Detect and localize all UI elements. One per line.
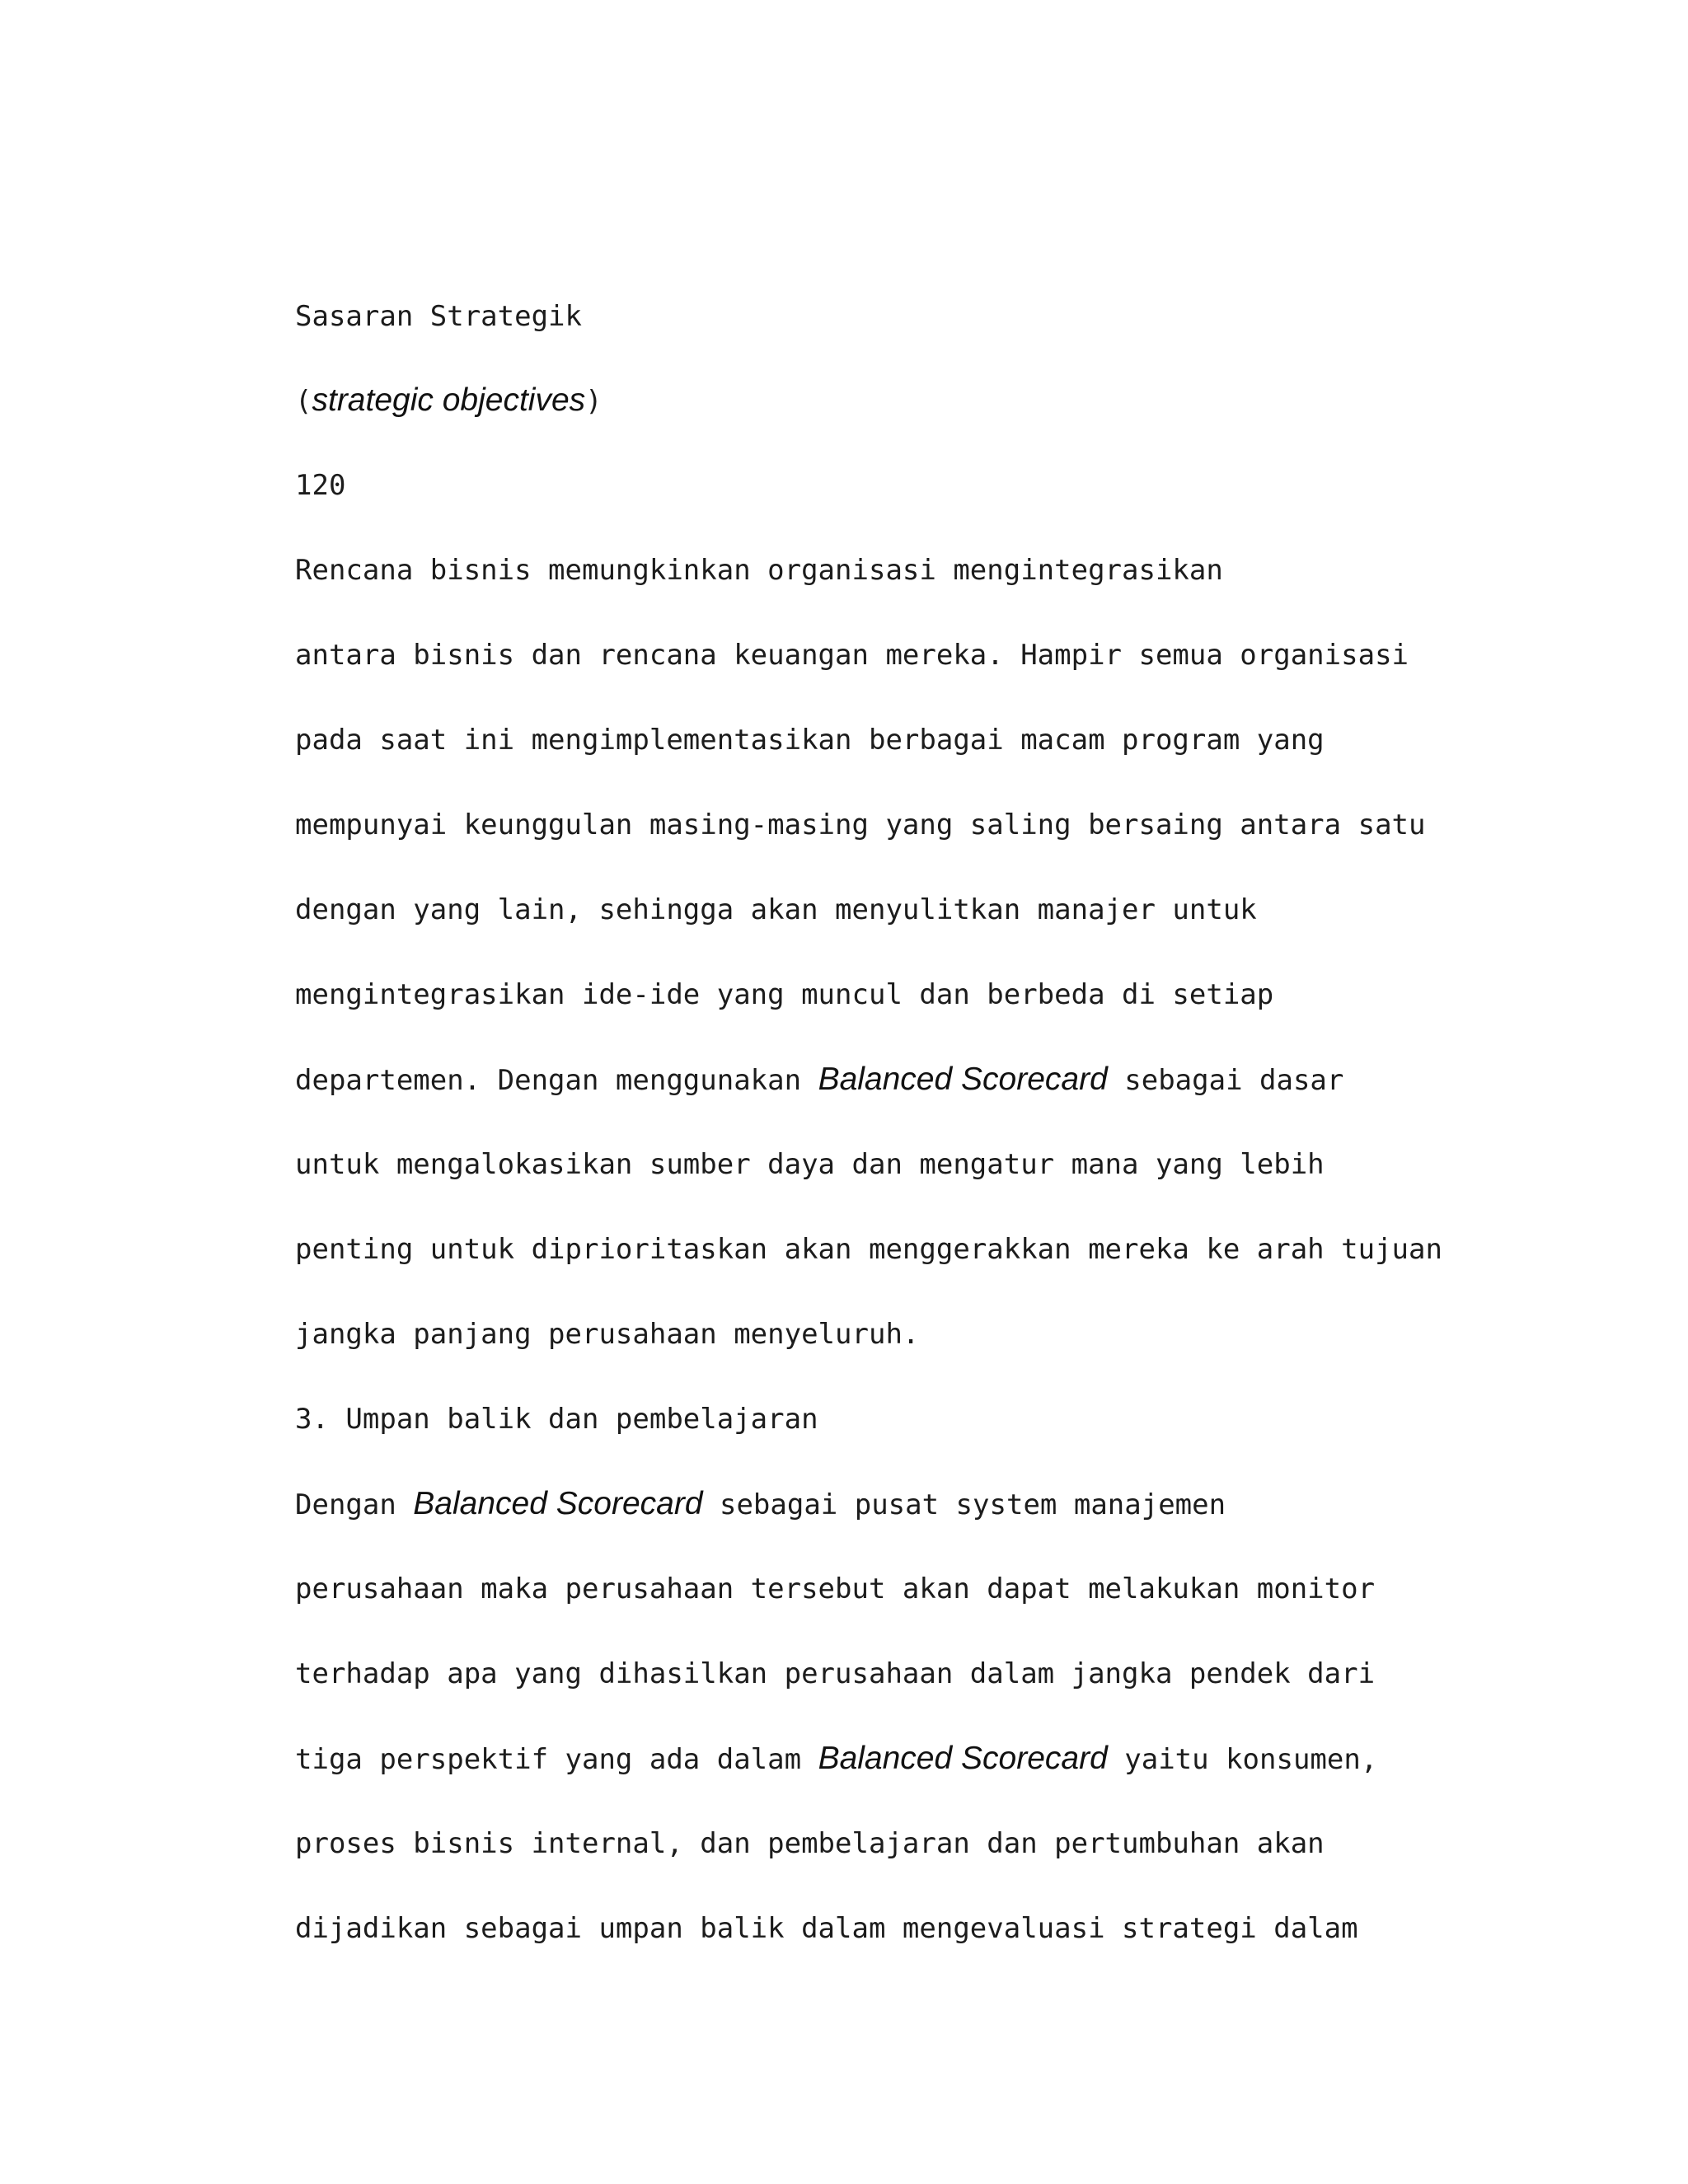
paragraph-line-1: Rencana bisnis memungkinkan organisasi mengintegrasikan: [295, 554, 1223, 587]
heading: Sasaran Strategik: [295, 300, 582, 333]
paragraph-line-3: pada saat ini mengimplementasikan berbagai macam program yang: [295, 724, 1325, 757]
section-line-6: dijadikan sebagai umpan balik dalam mengevaluasi strategi dalam: [295, 1912, 1358, 1945]
paragraph-line-9: penting untuk diprioritaskan akan menggerakkan mereka ke arah tujuan: [295, 1233, 1442, 1266]
section-line-2: perusahaan maka perusahaan tersebut akan dapat melakukan monitor: [295, 1572, 1376, 1605]
section-line-5: proses bisnis internal, dan pembelajaran dan pertumbuhan akan: [295, 1827, 1325, 1860]
subheading: [295, 384, 603, 418]
paragraph-line-7: [295, 1063, 1343, 1097]
paragraph-line-7-italic: Balanced Scorecard: [818, 1062, 1108, 1097]
section-line-4-italic: Balanced Scorecard: [818, 1741, 1108, 1776]
paragraph-line-7-post: sebagai dasar: [1107, 1064, 1344, 1097]
section-line-1-pre: Dengan: [295, 1488, 414, 1521]
section-line-3: terhadap apa yang dihasilkan perusahaan dalam jangka pendek dari: [295, 1657, 1376, 1690]
page-number-label: 120: [295, 469, 346, 502]
section-line-4: [295, 1742, 1377, 1776]
section-line-1-post: sebagai pusat system manajemen: [702, 1488, 1226, 1521]
subheading-open-paren: (: [295, 385, 312, 418]
paragraph-line-10: jangka panjang perusahaan menyeluruh.: [295, 1318, 920, 1351]
section-heading: 3. Umpan balik dan pembelajaran: [295, 1403, 818, 1436]
paragraph-line-4: mempunyai keunggulan masing-masing yang saling bersaing antara satu: [295, 808, 1426, 841]
paragraph-line-7-pre: departemen. Dengan menggunakan: [295, 1064, 818, 1097]
section-line-4-pre: tiga perspektif yang ada dalam: [295, 1743, 818, 1776]
paragraph-line-2: antara bisnis dan rencana keuangan mereka. Hampir semua organisasi: [295, 639, 1409, 672]
paragraph-line-6: mengintegrasikan ide-ide yang muncul dan berbeda di setiap: [295, 978, 1274, 1011]
paragraph-line-5: dengan yang lain, sehingga akan menyulitkan manajer untuk: [295, 893, 1257, 926]
subheading-italic: strategic objectives: [312, 382, 586, 418]
section-line-1: [295, 1488, 1226, 1521]
section-line-1-italic: Balanced Scorecard: [413, 1486, 703, 1521]
section-line-4-post: yaitu konsumen,: [1107, 1743, 1378, 1776]
subheading-close-paren: ): [585, 385, 603, 418]
paragraph-line-8: untuk mengalokasikan sumber daya dan mengatur mana yang lebih: [295, 1148, 1325, 1181]
